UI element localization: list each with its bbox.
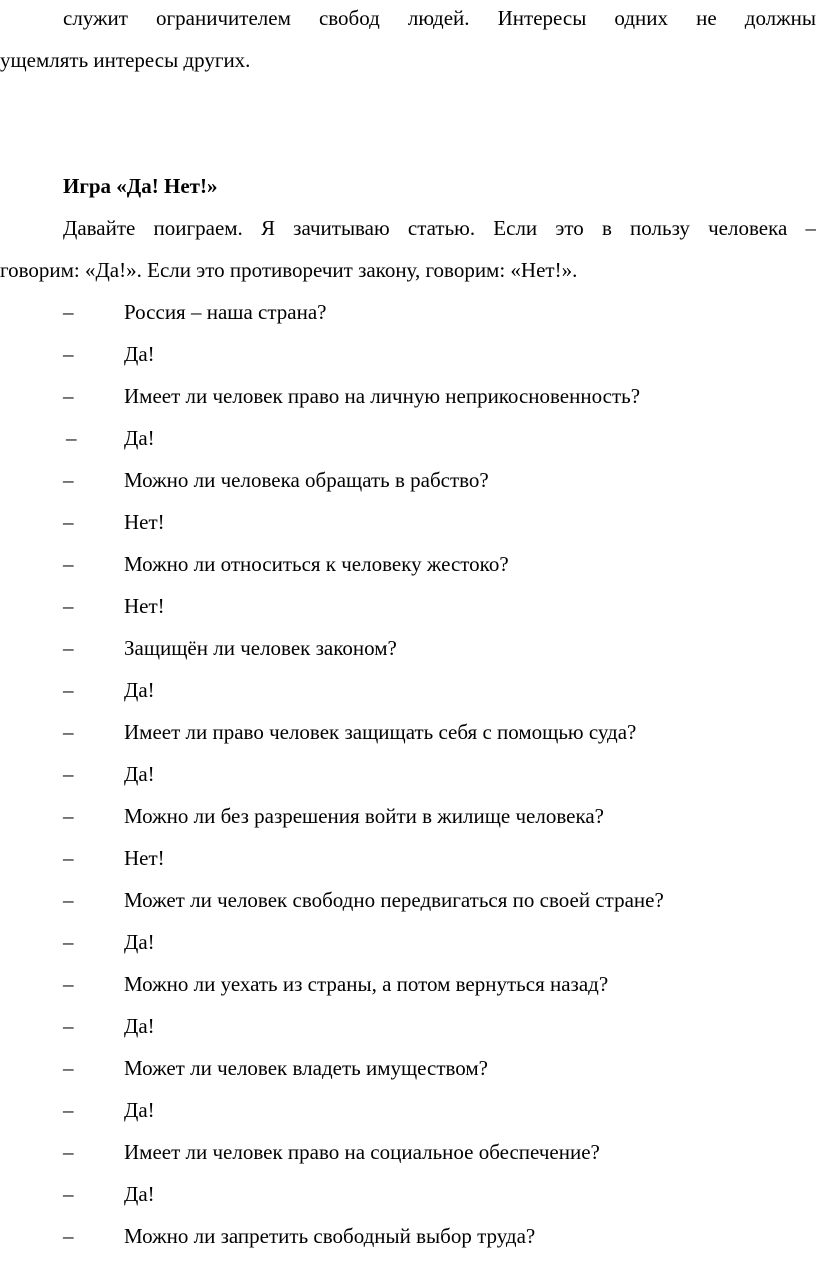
dialogue-line <box>0 675 816 705</box>
dialogue-text: Может ли человек владеть имуществом? <box>124 1056 488 1080</box>
dialogue-text: Имеет ли человек право на социальное обеспечение? <box>124 1140 600 1164</box>
dialogue-line <box>0 759 816 789</box>
dialogue-text: Да! <box>124 342 155 366</box>
dialogue-line <box>0 465 816 495</box>
dash-marker: – <box>66 426 77 450</box>
dash-marker: – <box>63 804 74 828</box>
dialogue-text: Можно ли относиться к человеку жестоко? <box>124 552 509 576</box>
dialogue-line <box>0 717 816 747</box>
dash-marker: – <box>63 1098 74 1122</box>
dialogue-text: Можно ли запретить свободный выбор труда? <box>124 1224 536 1248</box>
dialogue-text: Да! <box>124 1182 155 1206</box>
dialogue-text: Да! <box>124 762 155 786</box>
dialogue-text: Да! <box>124 1014 155 1038</box>
dash-marker: – <box>63 762 74 786</box>
dialogue-line <box>0 927 816 957</box>
dialogue-line <box>0 1221 816 1251</box>
dialogue-line <box>0 1095 816 1125</box>
dash-marker: – <box>63 300 74 324</box>
dialogue-line <box>0 423 816 453</box>
dialogue-text: Да! <box>124 930 155 954</box>
dialogue-text: Нет! <box>124 594 165 618</box>
dialogue-text: Нет! <box>124 510 165 534</box>
dash-marker: – <box>63 972 74 996</box>
dialogue-line <box>0 507 816 537</box>
dash-marker: – <box>63 720 74 744</box>
paragraph-line: служит ограничителем свобод людей. Интересы одних не должны <box>63 6 816 30</box>
section-heading: Игра «Да! Нет!» <box>63 174 218 198</box>
paragraph-line: говорим: «Да!». Если это противоречит закону, говорим: «Нет!». <box>0 258 578 282</box>
dialogue-line <box>0 633 816 663</box>
dash-marker: – <box>63 1056 74 1080</box>
dash-marker: – <box>63 552 74 576</box>
dash-marker: – <box>63 888 74 912</box>
dash-marker: – <box>63 1182 74 1206</box>
dialogue-text: Можно ли человека обращать в рабство? <box>124 468 489 492</box>
dialogue-line <box>0 591 816 621</box>
dialogue-line <box>0 969 816 999</box>
dash-marker: – <box>63 1140 74 1164</box>
dialogue-text: Имеет ли человек право на личную неприкосновенность? <box>124 384 641 408</box>
dialogue-line <box>0 297 816 327</box>
dialogue-text: Имеет ли право человек защищать себя с помощью суда? <box>124 720 637 744</box>
dialogue-line <box>0 843 816 873</box>
dash-marker: – <box>63 510 74 534</box>
dash-marker: – <box>63 342 74 366</box>
dash-marker: – <box>63 678 74 702</box>
dialogue-line <box>0 381 816 411</box>
dash-marker: – <box>63 384 74 408</box>
dialogue-text: Можно ли уехать из страны, а потом вернуться назад? <box>124 972 609 996</box>
dash-marker: – <box>63 846 74 870</box>
dialogue-line <box>0 885 816 915</box>
dash-marker: – <box>63 468 74 492</box>
dialogue-line <box>0 549 816 579</box>
paragraph-line: Давайте поиграем. Я зачитываю статью. Если это в пользу человека – <box>63 216 816 240</box>
dialogue-line <box>0 339 816 369</box>
dialogue-text: Можно ли без разрешения войти в жилище человека? <box>124 804 604 828</box>
dialogue-line <box>0 1137 816 1167</box>
dialogue-text: Защищён ли человек законом? <box>124 636 397 660</box>
dialogue-text: Может ли человек свободно передвигаться по своей стране? <box>124 888 664 912</box>
dialogue-text: Россия – наша страна? <box>124 300 327 324</box>
dialogue-line <box>0 801 816 831</box>
dialogue-line <box>0 1011 816 1041</box>
dialogue-line <box>0 1179 816 1209</box>
dash-marker: – <box>63 1224 74 1248</box>
dialogue-text: Нет! <box>124 846 165 870</box>
dash-marker: – <box>63 636 74 660</box>
dash-marker: – <box>63 930 74 954</box>
dialogue-text: Да! <box>124 678 155 702</box>
dialogue-text: Да! <box>124 426 155 450</box>
dash-marker: – <box>63 1014 74 1038</box>
paragraph-line: ущемлять интересы других. <box>0 48 251 72</box>
dialogue-line <box>0 1053 816 1083</box>
dash-marker: – <box>63 594 74 618</box>
dialogue-text: Да! <box>124 1098 155 1122</box>
